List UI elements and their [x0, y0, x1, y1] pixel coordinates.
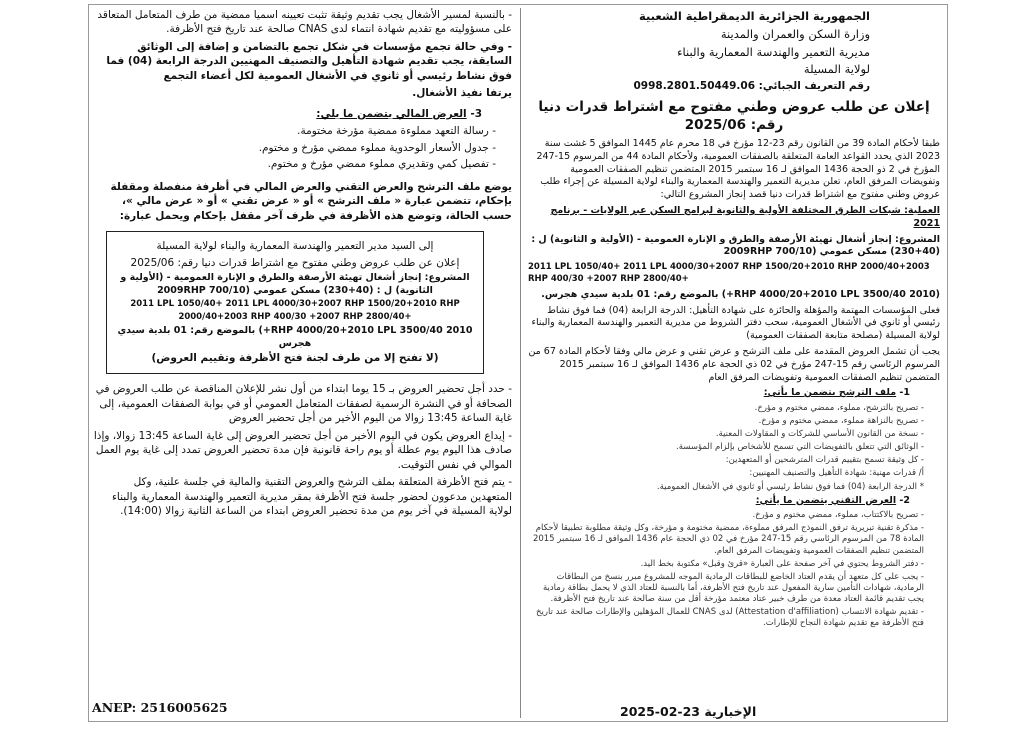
candidacy-item: - نسخة من القانون الأساسي للشركات و المقاولات المعنية. — [715, 429, 924, 440]
technical-offer-number: 2- — [899, 494, 910, 506]
financial-item: - تفصيل كمي وتقديري مملوء ممضي مؤرخ و مختوم. — [267, 158, 496, 171]
candidacy-item: - الوثائق التي تتعلق بالتفويضات التي تسمح للأشخاص بإلزام المؤسسة. — [676, 442, 924, 453]
directorate-header: مديرية التعمير والهندسة المعمارية والبناء — [677, 44, 870, 59]
candidacy-item: - كل وثيقة تسمح بتقييم قدرات المترشحين أو المتعهدين: — [725, 455, 924, 466]
candidacy-number: 1- — [899, 387, 910, 399]
financial-item: - جدول الأسعار الوحدوية مملوء ممضي مؤرخ و مختوم. — [258, 141, 496, 154]
technical-item: - تقديم شهادة الانتساب (Attestation d'affiliation) لدى CNAS للعمال المؤهلين والإطارات صالحة عند تاريخ فتح الأظرفة مع تقديم شهادة النجاح للإطارات. — [536, 606, 924, 628]
consortium-paragraph: - وفي حالة تجمع مؤسسات في شكل تجمع بالتضامن و إضافة إلى الوثائق السابقة، يجب تقديم شهادة التأهيل والتصنيف المهنيين الدرجة الرابعة (04) فما فوق نشاط رئيسي أو ثانوي في الأشغال العمومية لكل أعضاء التجمع — [106, 40, 512, 82]
consortium-paragraph-end: يرتفا نفيذ الأشغال. — [412, 87, 512, 100]
technical-item: - مذكرة تقنية تبريرية ترفق النموذج المرفق مملوءة، ممضية مختومة و مؤرخة، وكل وثيقة مطلوبة تطبيقا لأحكام المادة 78 من المرسوم الرئاسي رقم 15-247 مؤرخ في 02 ذي الحجة عام 1436 الموافق لـ 16 سبتمبر 2015 المتضمن تنظيم الصفقات العمومية وتفويضات المرفق العام. — [532, 523, 924, 556]
operation-label: العملية: شبكات الطرق المختلفة الأولية والثانوية لبرامج السكن عبر الولايات - برنامج 2021 — [550, 205, 940, 229]
manager-requirement-paragraph: - بالنسبة لمسير الأشغال يجب تقديم وثيقة تثبت تعيينه اسميا ممضية من طرف المتعامل المتعاقد على مسؤوليته مع تقديم شهادة انتماء لدى CNAS صالحة عند تاريخ فتح الأظرفة. — [97, 9, 512, 36]
box-line-programs: 2011 LPL 1050/40+ 2011 LPL 4000/30+2007 RHP 1500/20+2010 RHP 2000/40+2003 RHP 400/30 +2007 RHP 2800/40+ — [130, 298, 460, 323]
anep-reference: ANEP: 2516005625 — [92, 700, 228, 715]
financial-offer-title: العرض المالي يتضمن ما يلي: — [316, 107, 467, 120]
tax-id: رقم التعريف الجبائي: 0998.2801.50449.06 — [633, 80, 870, 93]
box-line-project: المشروع: إنجاز أشغال تهيئة الأرصفة والطرق و الإنارة العمومية - (الأولية و الثانوية) ل : (40+230) مسكن عمومي (2009RHP 700/10 — [120, 271, 470, 296]
candidacy-item: - تصريح بالنزاهة مملوء، ممضي مختوم و مؤرخ. — [758, 416, 924, 427]
republic-header: الجمهورية الجزائرية الديمقراطية الشعبية — [638, 9, 870, 23]
submission-paragraph: - إيداع العروض يكون في اليوم الأخير من أجل تحضير العروض إلى غاية الساعة 13:45 زوالا، وإذا صادف هذا اليوم يوم عطلة أو يوم راحة قانونية فإن مدة تحضير العروض تمدد إلى غاية يوم العمل الموالي في نفس التوقيت. — [93, 429, 512, 471]
technical-offer-heading — [528, 495, 940, 508]
candidacy-heading — [528, 387, 940, 400]
eligibility-paragraph: فعلى المؤسسات المهتمة والمؤهلة والحائزة على شهادة التأهيل: الدرجة الرابعة (04) فما فوق نشاط رئيسي أو ثانوي في الأشغال العمومية، سحب دفتر الشروط من مديرية التعمير والهندسة المعمارية والبناء لولاية المسيلة (مصلحة متابعة الصفقات العمومية) — [531, 304, 940, 342]
candidacy-item: أ/ قدرات مهنية: شهادة التأهيل والتصنيف المهنيين: — [749, 468, 924, 479]
newspaper-date-footer: الإخبارية 23-02-2025 — [620, 704, 757, 719]
candidacy-item: - تصريح بالترشح، مملوء، ممضي مختوم و مؤرخ. — [754, 403, 924, 414]
technical-item: - دفتر الشروط يحتوي في آخر صفحة على العبارة «قرئ وقبل» مكتوبة بخط اليد. — [640, 558, 924, 569]
technical-item: - يجب على كل متعهد أن يقدم العتاد الخاضع للبطاقات الرمادية الموجه للمشروع مبرر بنسخ من البطاقات الرمادية، شهادات التأمين سارية المفعول عند تاريخ فتح الأظرفة، أما بالنسبة للعتاد الذي لا يحمل بطاقة رمادية يجب تقديم قائمة العتاد معدة من طرف خبير عتاد معتمد مؤرخة أقل من سنة صالحة عند تاريخ فتح الأظرفة. — [542, 571, 924, 604]
box-line-announcement: إعلان عن طلب عروض وطني مفتوح مع اشتراط قدرات دنيا رقم: 2025/06 — [130, 257, 460, 270]
candidacy-title: ملف الترشح يتضمن ما يأتي: — [763, 387, 897, 399]
technical-offer-title: العرض التقني يتضمن ما يأتي: — [755, 494, 897, 506]
ministry-header: وزارة السكن والعمران والمدينة — [720, 26, 870, 41]
legal-intro-paragraph: طبقا لأحكام المادة 39 من القانون رقم 23-12 مؤرخ في 18 محرم عام 1445 الموافق 5 غشت سنة 2023 الذي يحدد القواعد العامة المتعلقة بالصفقات العمومية، ولأحكام المادة 44 من المرسوم 15-247 المؤرخ في 2 ذو الحجة 1436 الموافق لـ 16 سبتمبر 2015 المتضمن تنظيم الصفقات العمومية وتفويضات المرفق العام، تعلن مديرية التعمير والهندسة المعمارية والبناء لولاية المسيلة عن إجراء طلب عروض وطني مفتوح مع اشتراط قدرات دنيا قصد إنجاز المشروع التالي: — [536, 137, 940, 201]
preparation-deadline-paragraph: - حدد أجل تحضير العروض بـ 15 يوما ابتداء من أول نشر للإعلان المناقصة عن طلب العروض في الصحافة أو في النشرة الرسمية لصفقات المتعامل العمومي أو في بوابة الصفقات العمومية، إلى غاية الساعة 13:45 زوالا من اليوم الأخير من أجل تحضير العروض — [95, 383, 512, 425]
wilaya-header: لولاية المسيلة — [803, 62, 870, 77]
financial-item: - رسالة التعهد مملوءة ممضية مؤرخة مختومة. — [297, 125, 496, 138]
project-programs: 2011 LPL 1050/40+ 2011 LPL 4000/30+2007 RHP 1500/20+2010 RHP 2000/40+2003 RHP 400/30 +2007 RHP 2800/40+ — [528, 262, 930, 285]
envelope-instructions: يوضع ملف الترشح والعرض التقني والعرض المالي في أظرفة منفصلة ومقفلة بإحكام، تتضمن عبارة « ملف الترشح » أو « عرض تقني » أو « عرض مالي »، حسب الحالة، وتوضع هذه الأظرفة في ظرف آخر مقفل بإحكام ويحمل عبارة: — [110, 180, 512, 222]
envelope-address-box — [106, 231, 484, 374]
left-column — [92, 8, 512, 753]
project-description: المشروع: إنجاز أشغال تهيئة الأرصفة والطرق و الإنارة العمومية - (الأولية و الثانوية) ل : (40+230) مسكن عمومي (2009RHP 700/10 — [531, 233, 940, 258]
box-line-addressee: إلى السيد مدير التعمير والهندسة المعمارية والبناء لولاية المسيلة — [156, 240, 434, 253]
offer-contents-paragraph: يجب أن تشمل العروض المقدمة على ملف الترشح و عرض تقني و عرض مالي وفقا لأحكام المادة 67 من المرسوم الرئاسي رقم 15-247 مؤرخ في 02 ذي الحجة عام 1436 الموافق لـ 16 سبتمبر 2015 المتضمن تنظيم الصفقات العمومية وتفويضات المرفق العام — [528, 345, 940, 383]
candidacy-item: * الدرجة الرابعة (04) فما فوق نشاط رئيسي أو ثانوي في الأشغال العمومية. — [656, 481, 924, 492]
financial-offer-heading — [92, 107, 512, 121]
project-location: (2010 RHP 4000/20+2010 LPL 3500/40+) بالموضع رقم: 01 بلدية سيدي هجرس. — [541, 288, 940, 300]
box-line-location: 2010 RHP 4000/20+2010 LPL 3500/40+) بالموضع رقم: 01 بلدية سيدي هجرس — [117, 324, 473, 349]
announcement-title: إعلان عن طلب عروض وطني مفتوح مع اشتراط قدرات دنيا رقم: 2025/06 — [538, 98, 930, 134]
right-column — [528, 8, 940, 753]
opening-session-paragraph: - يتم فتح الأظرفة المتعلقة بملف الترشح والعروض التقنية والمالية في جلسة علنية، وكل المتعهدين مدعوون لحضور جلسة فتح الأظرفة بمقر مديرية التعمير والهندسة المعمارية والبناء لولاية المسيلة في آخر يوم من مدة تحضير العروض ابتداء من الساعة الثانية زوالا (14:00). — [111, 476, 512, 517]
financial-offer-number: 3- — [470, 107, 482, 120]
box-line-opening-note: (لا تفتح إلا من طرف لجنة فتح الأظرفة وتقييم العروض) — [151, 352, 439, 365]
technical-item: - تصريح بالاكتتاب، مملوء، ممضي مختوم و مؤرخ. — [752, 510, 924, 521]
column-divider — [520, 8, 521, 718]
